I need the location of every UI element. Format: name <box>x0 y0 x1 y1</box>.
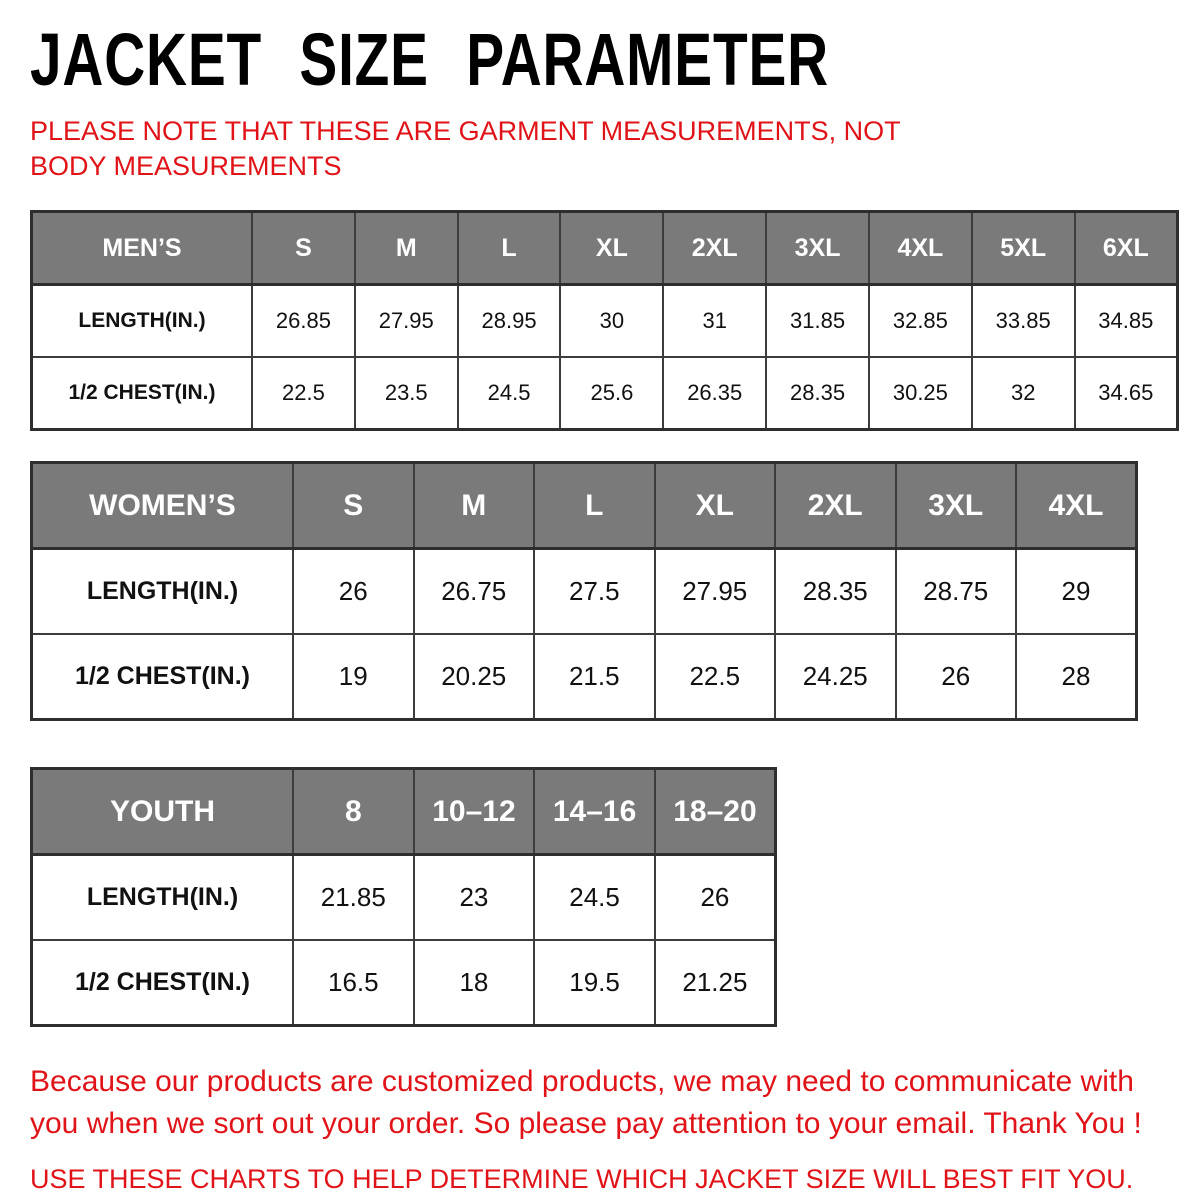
measurement-value-cell: 27.95 <box>355 285 458 358</box>
measurement-value-cell: 31.85 <box>766 285 869 358</box>
measurement-value-cell: 28.75 <box>896 549 1017 635</box>
table-row <box>32 285 1178 358</box>
measurement-value-cell: 27.5 <box>534 549 655 635</box>
measurement-value-cell: 29 <box>1016 549 1137 635</box>
measurement-value-cell: 26 <box>293 549 414 635</box>
size-header-cell: 10–12 <box>414 769 535 855</box>
row-label-cell: LENGTH(IN.) <box>32 549 294 635</box>
measurement-value-cell: 24.25 <box>775 634 896 720</box>
measurement-value-cell: 22.5 <box>655 634 776 720</box>
measurement-value-cell: 23 <box>414 855 535 941</box>
size-header-cell: 2XL <box>663 212 766 285</box>
measurement-value-cell: 24.5 <box>458 357 561 430</box>
page-title <box>30 19 1180 102</box>
measurement-value-cell: 28.35 <box>775 549 896 635</box>
measurement-value-cell: 20.25 <box>414 634 535 720</box>
measurement-value-cell: 18 <box>414 940 535 1026</box>
measurement-value-cell: 34.85 <box>1075 285 1178 358</box>
size-header-cell: 3XL <box>896 463 1017 549</box>
measurement-value-cell: 30 <box>560 285 663 358</box>
measurement-value-cell: 19 <box>293 634 414 720</box>
header-row <box>32 463 1137 549</box>
table-title-cell: MEN’S <box>32 212 253 285</box>
size-header-cell: M <box>414 463 535 549</box>
row-label-cell: 1/2 CHEST(IN.) <box>32 940 294 1026</box>
measurement-value-cell: 26.35 <box>663 357 766 430</box>
size-header-cell: 2XL <box>775 463 896 549</box>
measurement-value-cell: 31 <box>663 285 766 358</box>
measurement-value-cell: 26.85 <box>252 285 355 358</box>
youth-size-table <box>30 767 777 1027</box>
measurement-value-cell: 28 <box>1016 634 1137 720</box>
size-header-cell: S <box>293 463 414 549</box>
measurement-value-cell: 32 <box>972 357 1075 430</box>
header-row <box>32 769 776 855</box>
row-label-cell: 1/2 CHEST(IN.) <box>32 357 253 430</box>
row-label-cell: LENGTH(IN.) <box>32 285 253 358</box>
size-header-cell: 4XL <box>869 212 972 285</box>
size-header-cell: 5XL <box>972 212 1075 285</box>
size-header-cell: 8 <box>293 769 414 855</box>
custom-order-note: Because our products are customized products, we may need to communicate with you when we sort out your order. So please pay attention to your email. Thank You ! <box>30 1065 1142 1141</box>
size-header-cell: 18–20 <box>655 769 776 855</box>
measurement-value-cell: 19.5 <box>534 940 655 1026</box>
size-header-cell: 4XL <box>1016 463 1137 549</box>
mens-size-table <box>30 210 1179 431</box>
measurement-value-cell: 28.35 <box>766 357 869 430</box>
measurement-value-cell: 25.6 <box>560 357 663 430</box>
table-row <box>32 357 1178 430</box>
size-header-cell: 14–16 <box>534 769 655 855</box>
row-label-cell: 1/2 CHEST(IN.) <box>32 634 294 720</box>
measurement-value-cell: 21.25 <box>655 940 776 1026</box>
page-title-text: JACKET SIZE PARAMETER <box>30 19 829 102</box>
measurement-value-cell: 26.75 <box>414 549 535 635</box>
measurement-value-cell: 28.95 <box>458 285 561 358</box>
measurement-value-cell: 34.65 <box>1075 357 1178 430</box>
size-header-cell: 3XL <box>766 212 869 285</box>
measurement-value-cell: 26 <box>896 634 1017 720</box>
measurement-value-cell: 21.5 <box>534 634 655 720</box>
measurement-value-cell: 21.85 <box>293 855 414 941</box>
fit-advice-note: USE THESE CHARTS TO HELP DETERMINE WHICH JACKET SIZE WILL BEST FIT YOU. <box>30 1164 1134 1195</box>
measurement-value-cell: 16.5 <box>293 940 414 1026</box>
womens-size-table <box>30 461 1138 721</box>
row-label-cell: LENGTH(IN.) <box>32 855 294 941</box>
size-header-cell: M <box>355 212 458 285</box>
measurement-value-cell: 24.5 <box>534 855 655 941</box>
table-title-cell: WOMEN’S <box>32 463 294 549</box>
measurement-value-cell: 22.5 <box>252 357 355 430</box>
size-header-cell: 6XL <box>1075 212 1178 285</box>
header-row <box>32 212 1178 285</box>
size-header-cell: L <box>534 463 655 549</box>
size-header-cell: XL <box>560 212 663 285</box>
table-title-cell: YOUTH <box>32 769 294 855</box>
garment-measurement-note: PLEASE NOTE THAT THESE ARE GARMENT MEASUREMENTS, NOT BODY MEASUREMENTS <box>30 116 901 182</box>
size-header-cell: S <box>252 212 355 285</box>
measurement-value-cell: 32.85 <box>869 285 972 358</box>
table-row <box>32 940 776 1026</box>
measurement-value-cell: 26 <box>655 855 776 941</box>
size-header-cell: L <box>458 212 561 285</box>
table-row <box>32 855 776 941</box>
measurement-value-cell: 33.85 <box>972 285 1075 358</box>
table-row <box>32 549 1137 635</box>
measurement-value-cell: 23.5 <box>355 357 458 430</box>
measurement-value-cell: 27.95 <box>655 549 776 635</box>
table-row <box>32 634 1137 720</box>
measurement-value-cell: 30.25 <box>869 357 972 430</box>
size-header-cell: XL <box>655 463 776 549</box>
